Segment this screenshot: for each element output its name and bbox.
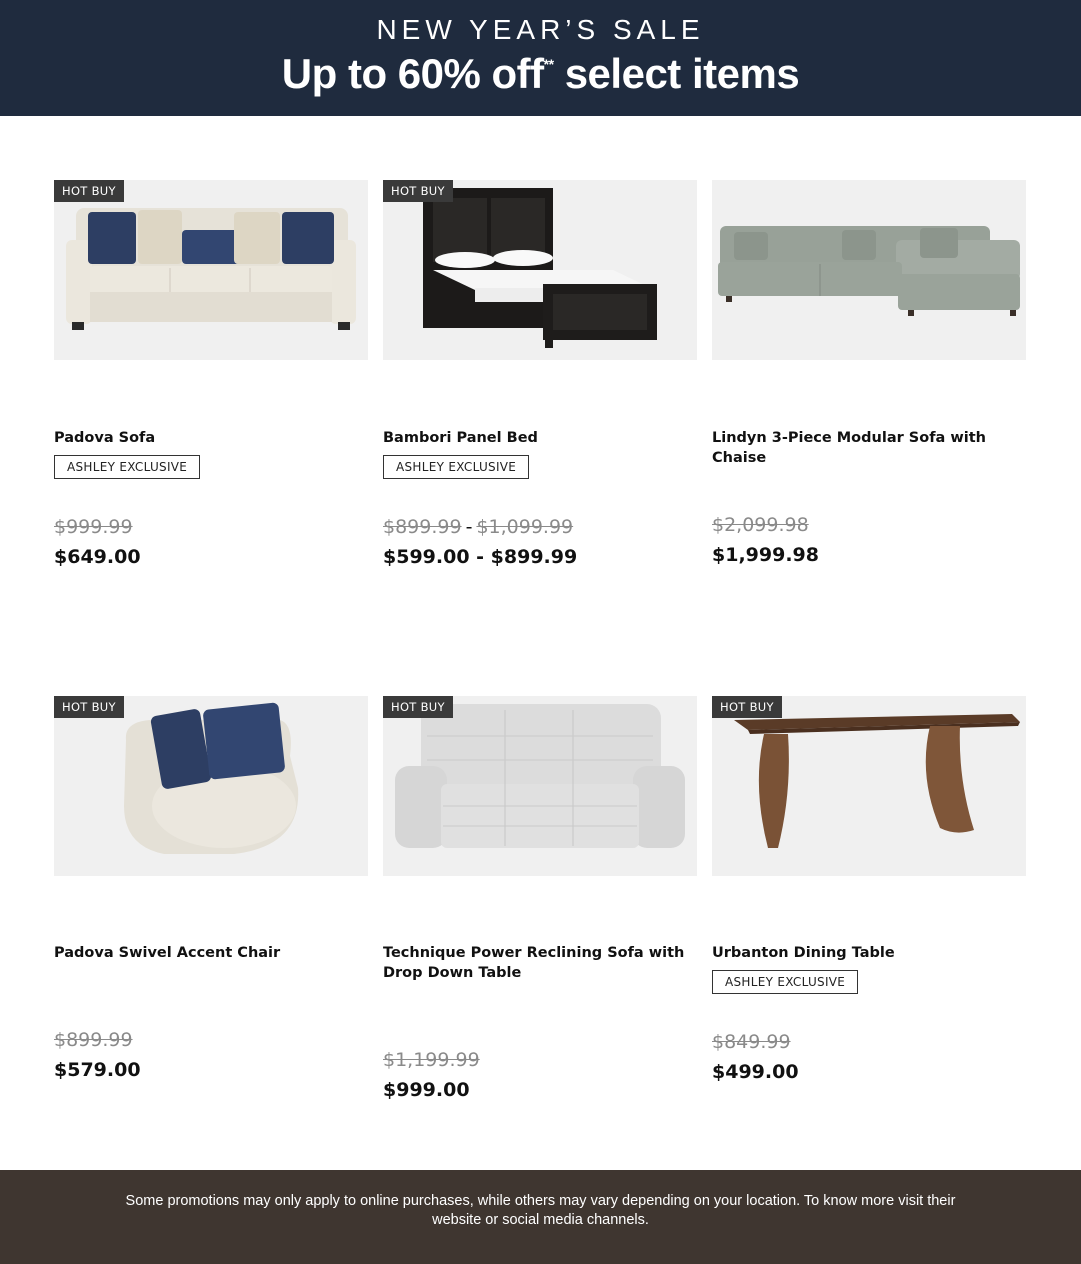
product-name[interactable]: Lindyn 3-Piece Modular Sofa with Chaise [712,430,986,466]
product-name[interactable]: Bambori Panel Bed [383,430,538,446]
banner-eyebrow: NEW YEAR’S SALE [376,14,705,45]
sale-price: $999.00 [383,1079,470,1101]
hot-buy-badge: HOT BUY [712,696,782,718]
hot-buy-badge: HOT BUY [383,180,453,202]
product-card-padova-sofa[interactable] [54,180,368,580]
hot-buy-badge: HOT BUY [383,696,453,718]
footnote-mark: ** [543,56,554,72]
original-price-range: $899.99 - $1,099.99 [383,516,574,538]
product-name[interactable]: Technique Power Reclining Sofa with Drop Down Table [383,945,685,981]
product-image[interactable] [54,696,368,876]
product-name[interactable]: Urbanton Dining Table [712,945,895,961]
sale-price: $579.00 [54,1059,141,1081]
hot-buy-badge: HOT BUY [54,696,124,718]
original-price: $849.99 [712,1031,791,1053]
sale-price: $649.00 [54,546,141,568]
product-image[interactable] [383,180,697,360]
product-image[interactable] [54,180,368,360]
sale-price: $599.00 - $899.99 [383,546,578,568]
product-card-bambori-bed[interactable] [383,180,697,580]
product-card-padova-swivel-chair[interactable] [54,696,368,1116]
recliner-sofa-image [383,696,697,876]
product-name[interactable]: Padova Swivel Accent Chair [54,945,281,961]
sale-price: $499.00 [712,1061,799,1083]
dining-table-image [712,696,1026,876]
disclaimer-text: Some promotions may only apply to online purchases, while others may vary depending on your location. To know more visit their website or social media channels. [125,1193,956,1228]
product-image[interactable] [712,180,1026,360]
exclusive-tag: ASHLEY EXCLUSIVE [383,455,529,479]
original-price: $2,099.98 [712,514,809,536]
accent-chair-image [54,696,368,876]
product-name[interactable]: Padova Sofa [54,430,156,446]
exclusive-tag: ASHLEY EXCLUSIVE [712,970,858,994]
bed-image [383,180,697,360]
disclaimer-footer [0,1170,1081,1264]
product-card-lindyn-sectional[interactable] [712,180,1026,580]
original-price: $999.99 [54,516,133,538]
product-image[interactable] [712,696,1026,876]
sale-price: $1,999.98 [712,544,819,566]
hot-buy-badge: HOT BUY [54,180,124,202]
product-image[interactable] [383,696,697,876]
sectional-image [712,180,1026,360]
original-price: $899.99 [54,1029,133,1051]
promo-banner[interactable] [0,0,1081,116]
product-card-urbanton-table[interactable] [712,696,1026,1116]
exclusive-tag: ASHLEY EXCLUSIVE [54,455,200,479]
original-price: $1,199.99 [383,1049,480,1071]
product-card-technique-recliner[interactable] [383,696,697,1116]
banner-headline: Up to 60% off** select items [281,50,800,97]
sofa-image [54,180,368,360]
